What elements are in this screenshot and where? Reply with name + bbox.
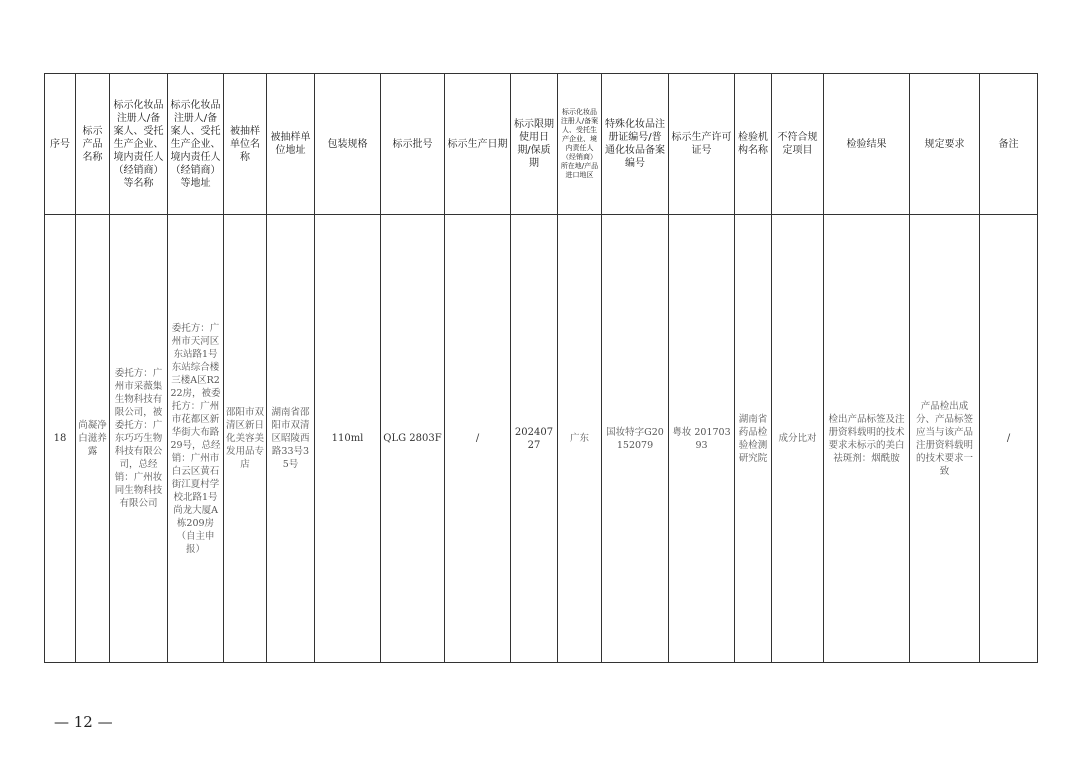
col-header-result: 检验结果 [824, 74, 910, 215]
col-header-registration-no: 特殊化妆品注册证编号/普通化妆品备案编号 [602, 74, 669, 215]
table-row [45, 215, 1038, 663]
cell-expiry: 202407 27 [511, 215, 558, 663]
cell-remarks: / [980, 215, 1038, 663]
col-header-production-date: 标示生产日期 [445, 74, 511, 215]
cell-inspection-agency: 湖南省药品检验检测研究院 [735, 215, 772, 663]
col-header-sampled-unit-name: 被抽样单位名称 [224, 74, 267, 215]
cell-company-addresses: 委托方：广州市天河区东站路1号东站综合楼三楼A区R222房，被委托方：广州市花都区新华街大布路29号，总经销：广州市白云区黄石街江夏村学校北路1号尚龙大厦A栋209房（自主申报） [168, 215, 224, 663]
col-header-package-spec: 包装规格 [315, 74, 381, 215]
cell-sampled-unit-name: 邵阳市双清区新日化美容美发用品专店 [224, 215, 267, 663]
inspection-table [44, 73, 1038, 663]
page-number: — 12 — [54, 713, 113, 731]
cell-company-names: 委托方：广州市采薇集生物科技有限公司，被委托方：广东巧巧生物科技有限公司，总经销：广州妆同生物科技有限公司 [110, 215, 168, 663]
col-header-region: 标示化妆品注册人/备案人、受托生产企业、境内责任人（经销商）所在地/产品进口地区 [558, 74, 602, 215]
cell-batch-no: QLG 2803F [381, 215, 445, 663]
cell-package-spec: 110ml [315, 215, 381, 663]
cell-nonconforming-item: 成分比对 [772, 215, 824, 663]
col-header-batch-no: 标示批号 [381, 74, 445, 215]
cell-result: 检出产品标签及注册资料载明的技术要求未标示的美白祛斑剂：烟酰胺 [824, 215, 910, 663]
col-header-product-name: 标示产品名称 [76, 74, 110, 215]
col-header-nonconforming-item: 不符合规定项目 [772, 74, 824, 215]
cell-region: 广东 [558, 215, 602, 663]
col-header-seq: 序号 [45, 74, 76, 215]
col-header-company-addresses: 标示化妆品注册人/备案人、受托生产企业、境内责任人（经销商）等地址 [168, 74, 224, 215]
cell-registration-no: 国妆特字G20152079 [602, 215, 669, 663]
cell-sampled-unit-address: 湖南省邵阳市双清区昭陵西路33号35号 [267, 215, 315, 663]
cell-seq: 18 [45, 215, 76, 663]
cell-license-no: 粤妆 20170393 [669, 215, 735, 663]
col-header-company-names: 标示化妆品注册人/备案人、受托生产企业、境内责任人（经销商）等名称 [110, 74, 168, 215]
col-header-remarks: 备注 [980, 74, 1038, 215]
cell-requirement: 产品检出成分、产品标签应当与该产品注册资料载明的技术要求一致 [910, 215, 980, 663]
col-header-expiry: 标示限期使用日期/保质期 [511, 74, 558, 215]
table-header-row [45, 74, 1038, 215]
col-header-sampled-unit-address: 被抽样单位地址 [267, 74, 315, 215]
cell-product-name: 尚凝净白滋养露 [76, 215, 110, 663]
col-header-license-no: 标示生产许可证号 [669, 74, 735, 215]
cell-production-date: / [445, 215, 511, 663]
col-header-inspection-agency: 检验机构名称 [735, 74, 772, 215]
col-header-requirement: 规定要求 [910, 74, 980, 215]
